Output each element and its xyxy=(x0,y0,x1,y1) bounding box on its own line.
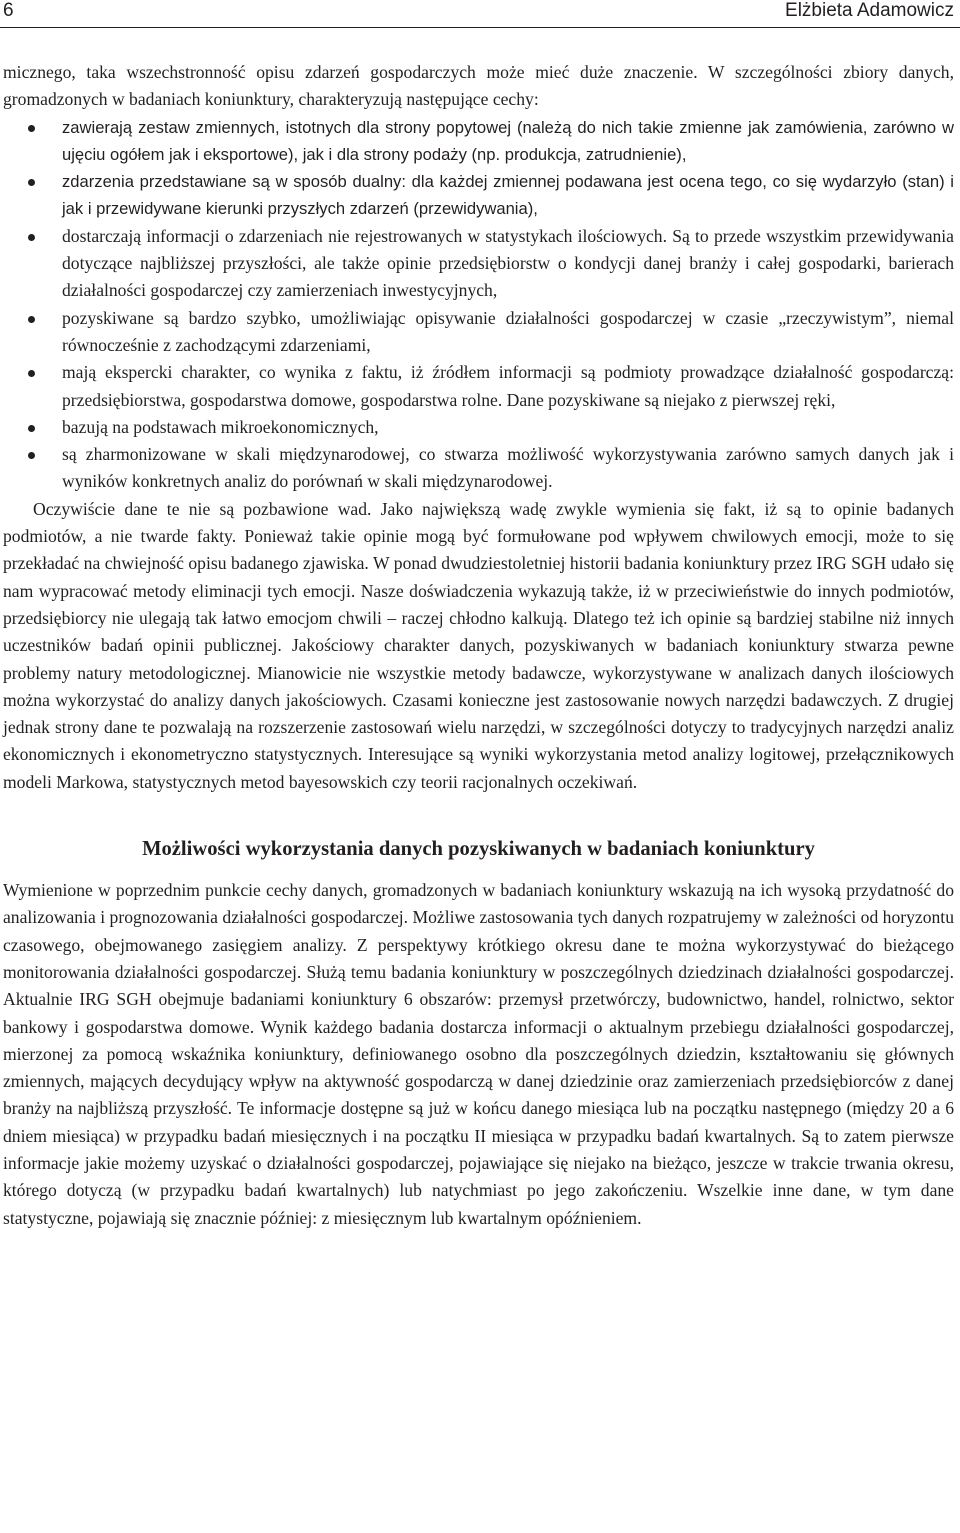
header-divider xyxy=(0,27,960,28)
list-item xyxy=(3,441,954,496)
page-number: 6 xyxy=(3,0,14,21)
features-list xyxy=(3,114,954,496)
bullet-icon xyxy=(28,234,35,241)
page-body xyxy=(3,59,954,1232)
list-item-text: zawierają zestaw zmiennych, istotnych dla strony popytowej (należą do nich takie zmienne jak zamówienia, zarówno w ujęciu ogółem jak i eksportowe), jak i dla strony podaży (np. produkcja, zatrudnienie), xyxy=(62,117,954,164)
intro-paragraph: micznego, taka wszechstronność opisu zdarzeń gospodarczych może mieć duże znaczenie. W szczególności zbiory danych, gromadzonych w badaniach koniunktury, charakteryzują następujące cechy: xyxy=(3,62,954,110)
list-item-text: zdarzenia przedstawiane są w sposób dualny: dla każdej zmiennej podawana jest ocena tego, co się wydarzyło (stan) i jak i przewidywane kierunki przyszłych zdarzeń (przewidywania), xyxy=(62,172,954,219)
list-item xyxy=(3,168,954,223)
list-item xyxy=(3,305,954,360)
running-header-author: Elżbieta Adamowicz xyxy=(785,0,954,21)
bullet-icon xyxy=(28,452,35,459)
list-item-text: bazują na podstawach mikroekonomicznych, xyxy=(62,416,379,437)
bullet-icon xyxy=(28,179,35,186)
bullet-icon xyxy=(28,370,35,377)
body-paragraph-applications: Wymienione w poprzednim punkcie cechy danych, gromadzonych w badaniach koniunktury wskazują na ich wysoką przydatność do analizowania i prognozowania działalności gospodarczej. Możliwe zastosowania tych danych rozpatrujemy w zależności od horyzontu czasowego, obejmowanego zasięgiem analizy. Z perspektywy krótkiego okresu dane te można wykorzystywać do bieżącego monitorowania działalności gospodarczej. Służą temu badania koniunktury w poszczególnych dziedzinach działalności gospodarczej. Aktualnie IRG SGH obejmuje badaniami koniunktury 6 obszarów: przemysł przetwórczy, budownictwo, handel, rolnictwo, sektor bankowy i gospodarstwa domowe. Wynik każdego badania dostarcza informacji o aktualnym przebiegu działalności gospodarczej, mierzonej za pomocą wskaźnika koniunktury, definiowanego osobno dla poszczególnych dziedzin, kształtowaniu się głównych zmiennych, mających decydujący wpływ na aktywność gospodarczą w danej dziedzinie oraz zamierzeniach przedsiębiorców z danej branży na najbliższą przyszłość. Te informacje dostępne są już w końcu danego miesiąca lub na początku następnego (między 20 a 6 dniem miesiąca) w przypadku badań miesięcznych i na początku II miesiąca w przypadku badań kwartalnych. Są to zatem pierwsze informacje jakie możemy uzyskać o działalności gospodarczej, pojawiające się niejako na bieżąco, jeszcze w trakcie trwania okresu, którego dotyczą (w przypadku badań kwartalnych) lub natychmiast po jego zakończeniu. Wszelkie inne dane, w tym dane statystyczne, pojawiają się znacznie później: z miesięcznym lub kwartalnym opóźnieniem. xyxy=(3,880,954,1228)
list-item xyxy=(3,223,954,305)
list-item xyxy=(3,114,954,169)
list-item-text: dostarczają informacji o zdarzeniach nie rejestrowanych w statystykach ilościowych. Są to przede wszystkim przewidywania dotyczące najbliższej przyszłości, ale także opinie przedsiębiorstw o kondycji danej branży i całej gospodarki, barierach działalności gospodarczej czy zamierzeniach inwestycyjnych, xyxy=(62,225,954,301)
bullet-icon xyxy=(28,425,35,432)
body-paragraph-drawbacks: Oczywiście dane te nie są pozbawione wad. Jako największą wadę zwykle wymienia się fakt, iż są to opinie badanych podmiotów, a nie twarde fakty. Ponieważ takie opinie mogą być formułowane pod wpływem chwilowych emocji, może to się przekładać na chwiejność opisu badanego zjawiska. W ponad dwudziestoletniej historii badania koniunktury przez IRG SGH udało się nam wypracować metody eliminacji tych emocji. Nasze doświadczenia wykazują także, iż w przeciwieństwie do innych podmiotów, przedsiębiorcy nie ulegają tak łatwo emocjom chwili – raczej chłodno kalkują. Dlatego też ich opinie są bardziej stabilne niż innych uczestników badań opinii publicznej. Jakościowy charakter danych, pozyskiwanych w badaniach koniunktury stwarza pewne problemy natury metodologicznej. Mianowicie nie wszystkie metody badawcze, wykorzystywane w analizach danych ilościowych można wykorzystać do analizy danych jakościowych. Czasami konieczne jest zastosowanie nowych narzędzi badawczych. Z drugiej jednak strony dane te pozwalają na rozszerzenie zastosowań wielu narzędzi, w szczególności dotyczy to tradycyjnych narzędzi analiz ekonomicznych i ekonometryczno statystycznych. Interesujące są wyniki wykorzystania metod analizy logitowej, przełącznikowych modeli Markowa, statystycznych metod bayesowskich czy teorii racjonalnych oczekiwań. xyxy=(3,498,954,792)
list-item xyxy=(3,414,954,441)
section-heading: Możliwości wykorzystania danych pozyskiwanych w badaniach koniunktury xyxy=(142,838,815,861)
list-item-text: są zharmonizowane w skali międzynarodowej, co stwarza możliwość wykorzystywania zarówno samych danych jak i wyników konkretnych analiz do porównań w skali międzynarodowej. xyxy=(62,444,954,492)
bullet-icon xyxy=(28,316,35,323)
list-item-text: pozyskiwane są bardzo szybko, umożliwiając opisywanie działalności gospodarczej w czasie „rzeczywistym”, niemal równocześnie z zachodzącymi zdarzeniami, xyxy=(62,307,954,355)
running-header xyxy=(3,0,954,24)
list-item xyxy=(3,359,954,414)
bullet-icon xyxy=(28,125,35,132)
list-item-text: mają ekspercki charakter, co wynika z faktu, iż źródłem informacji są podmioty prowadzące działalność gospodarczą: przedsiębiorstwa, gospodarstwa domowe, gospodarstwa rolne. Dane pozyskiwane są niejako z pierwszej ręki, xyxy=(62,362,954,410)
